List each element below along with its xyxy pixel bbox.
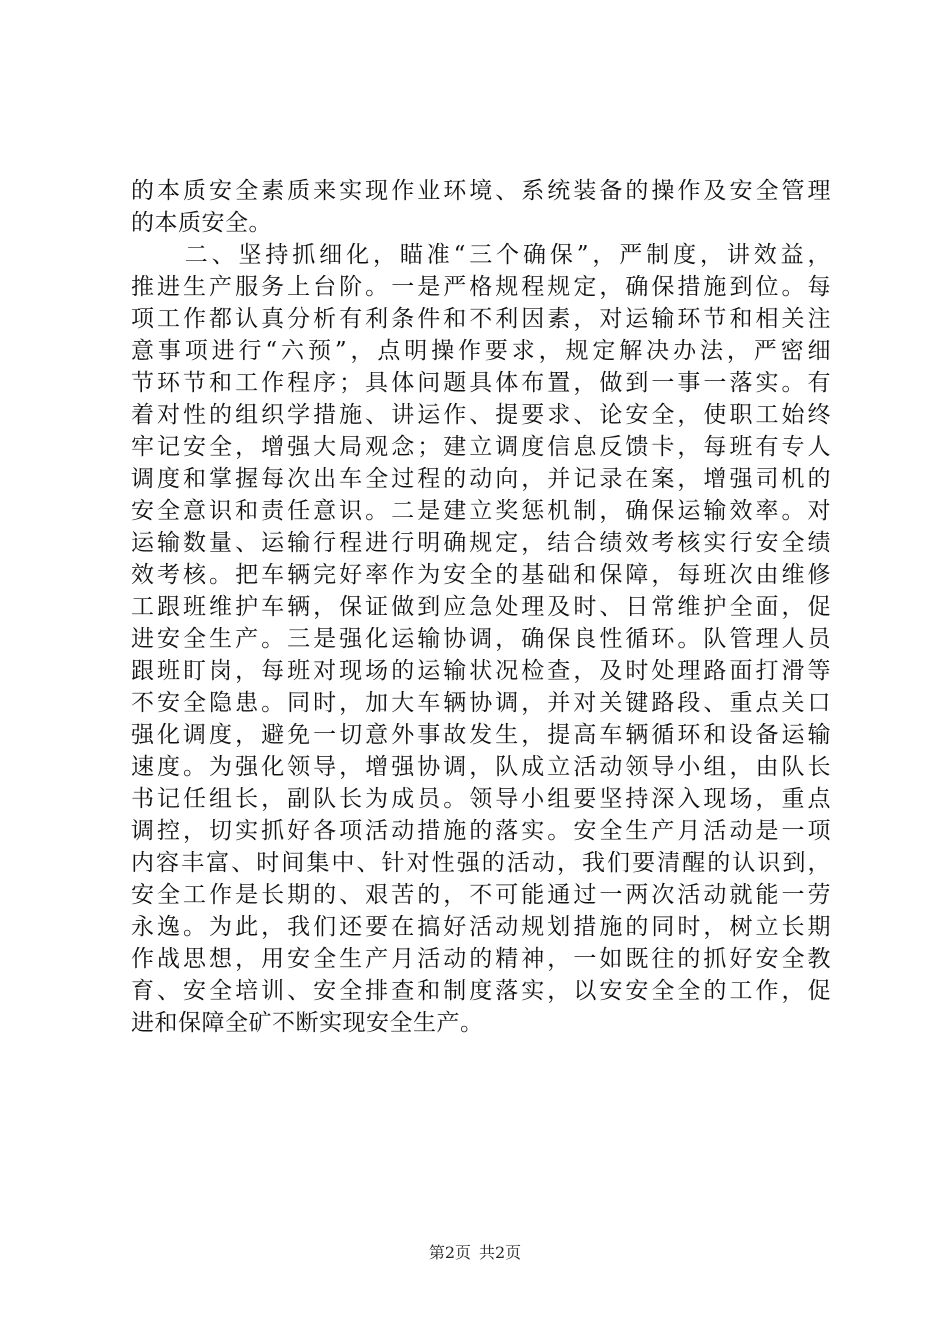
text-line: 永逸。为此，我们还要在搞好活动规划措施的同时，树立长期	[131, 914, 831, 940]
text-line: 推进生产服务上台阶。一是严格规程规定，确保措施到位。每	[131, 274, 831, 300]
text-line: 进安全生产。三是强化运输协调，确保良性循环。队管理人员	[131, 626, 831, 652]
text-line: 跟班盯岗，每班对现场的运输状况检查，及时处理路面打滑等	[131, 658, 831, 684]
text-line: 调度和掌握每次出车全过程的动向，并记录在案，增强司机的	[131, 466, 831, 492]
text-line: 育、安全培训、安全排查和制度落实，以安安全全的工作，促	[131, 978, 831, 1004]
text-line: 调控，切实抓好各项活动措施的落实。安全生产月活动是一项	[131, 818, 831, 844]
text-line: 运输数量、运输行程进行明确规定，结合绩效考核实行安全绩	[131, 530, 831, 556]
text-line: 项工作都认真分析有利条件和不利因素，对运输环节和相关注	[131, 306, 831, 332]
text-line: 书记任组长，副队长为成员。领导小组要坚持深入现场，重点	[131, 786, 831, 812]
body-text	[131, 175, 831, 1039]
page-footer	[0, 1242, 950, 1264]
text-line: 节环节和工作程序；具体问题具体布置，做到一事一落实。有	[131, 370, 831, 396]
text-line: 安全工作是长期的、艰苦的，不可能通过一两次活动就能一劳	[131, 882, 831, 908]
text-line: 的本质安全。	[131, 210, 272, 236]
text-line: 着对性的组织学措施、讲运作、提要求、论安全，使职工始终	[131, 402, 831, 428]
text-line: 效考核。把车辆完好率作为安全的基础和保障，每班次由维修	[131, 562, 831, 588]
text-line: 二、坚持抓细化，瞄准“三个确保”，严制度，讲效益，	[131, 242, 831, 268]
text-line: 内容丰富、时间集中、针对性强的活动，我们要清醒的认识到，	[131, 850, 831, 876]
text-line: 进和保障全矿不断实现安全生产。	[131, 1010, 484, 1036]
text-line: 工跟班维护车辆，保证做到应急处理及时、日常维护全面，促	[131, 594, 831, 620]
text-line: 速度。为强化领导，增强协调，队成立活动领导小组，由队长	[131, 754, 831, 780]
text-line: 安全意识和责任意识。二是建立奖惩机制，确保运输效率。对	[131, 498, 831, 524]
text-line: 牢记安全，增强大局观念；建立调度信息反馈卡，每班有专人	[131, 434, 831, 460]
page-number: 第2页	[428, 1243, 471, 1262]
text-line: 的本质安全素质来实现作业环境、系统装备的操作及安全管理	[131, 178, 831, 204]
text-line: 意事项进行“六预”，点明操作要求，规定解决办法，严密细	[131, 338, 831, 364]
text-line: 不安全隐患。同时，加大车辆协调，并对关键路段、重点关口	[131, 690, 831, 716]
page-total: 共2页	[479, 1243, 522, 1262]
text-line: 强化调度，避免一切意外事故发生，提高车辆循环和设备运输	[131, 722, 831, 748]
text-line: 作战思想，用安全生产月活动的精神，一如既往的抓好安全教	[131, 946, 831, 972]
